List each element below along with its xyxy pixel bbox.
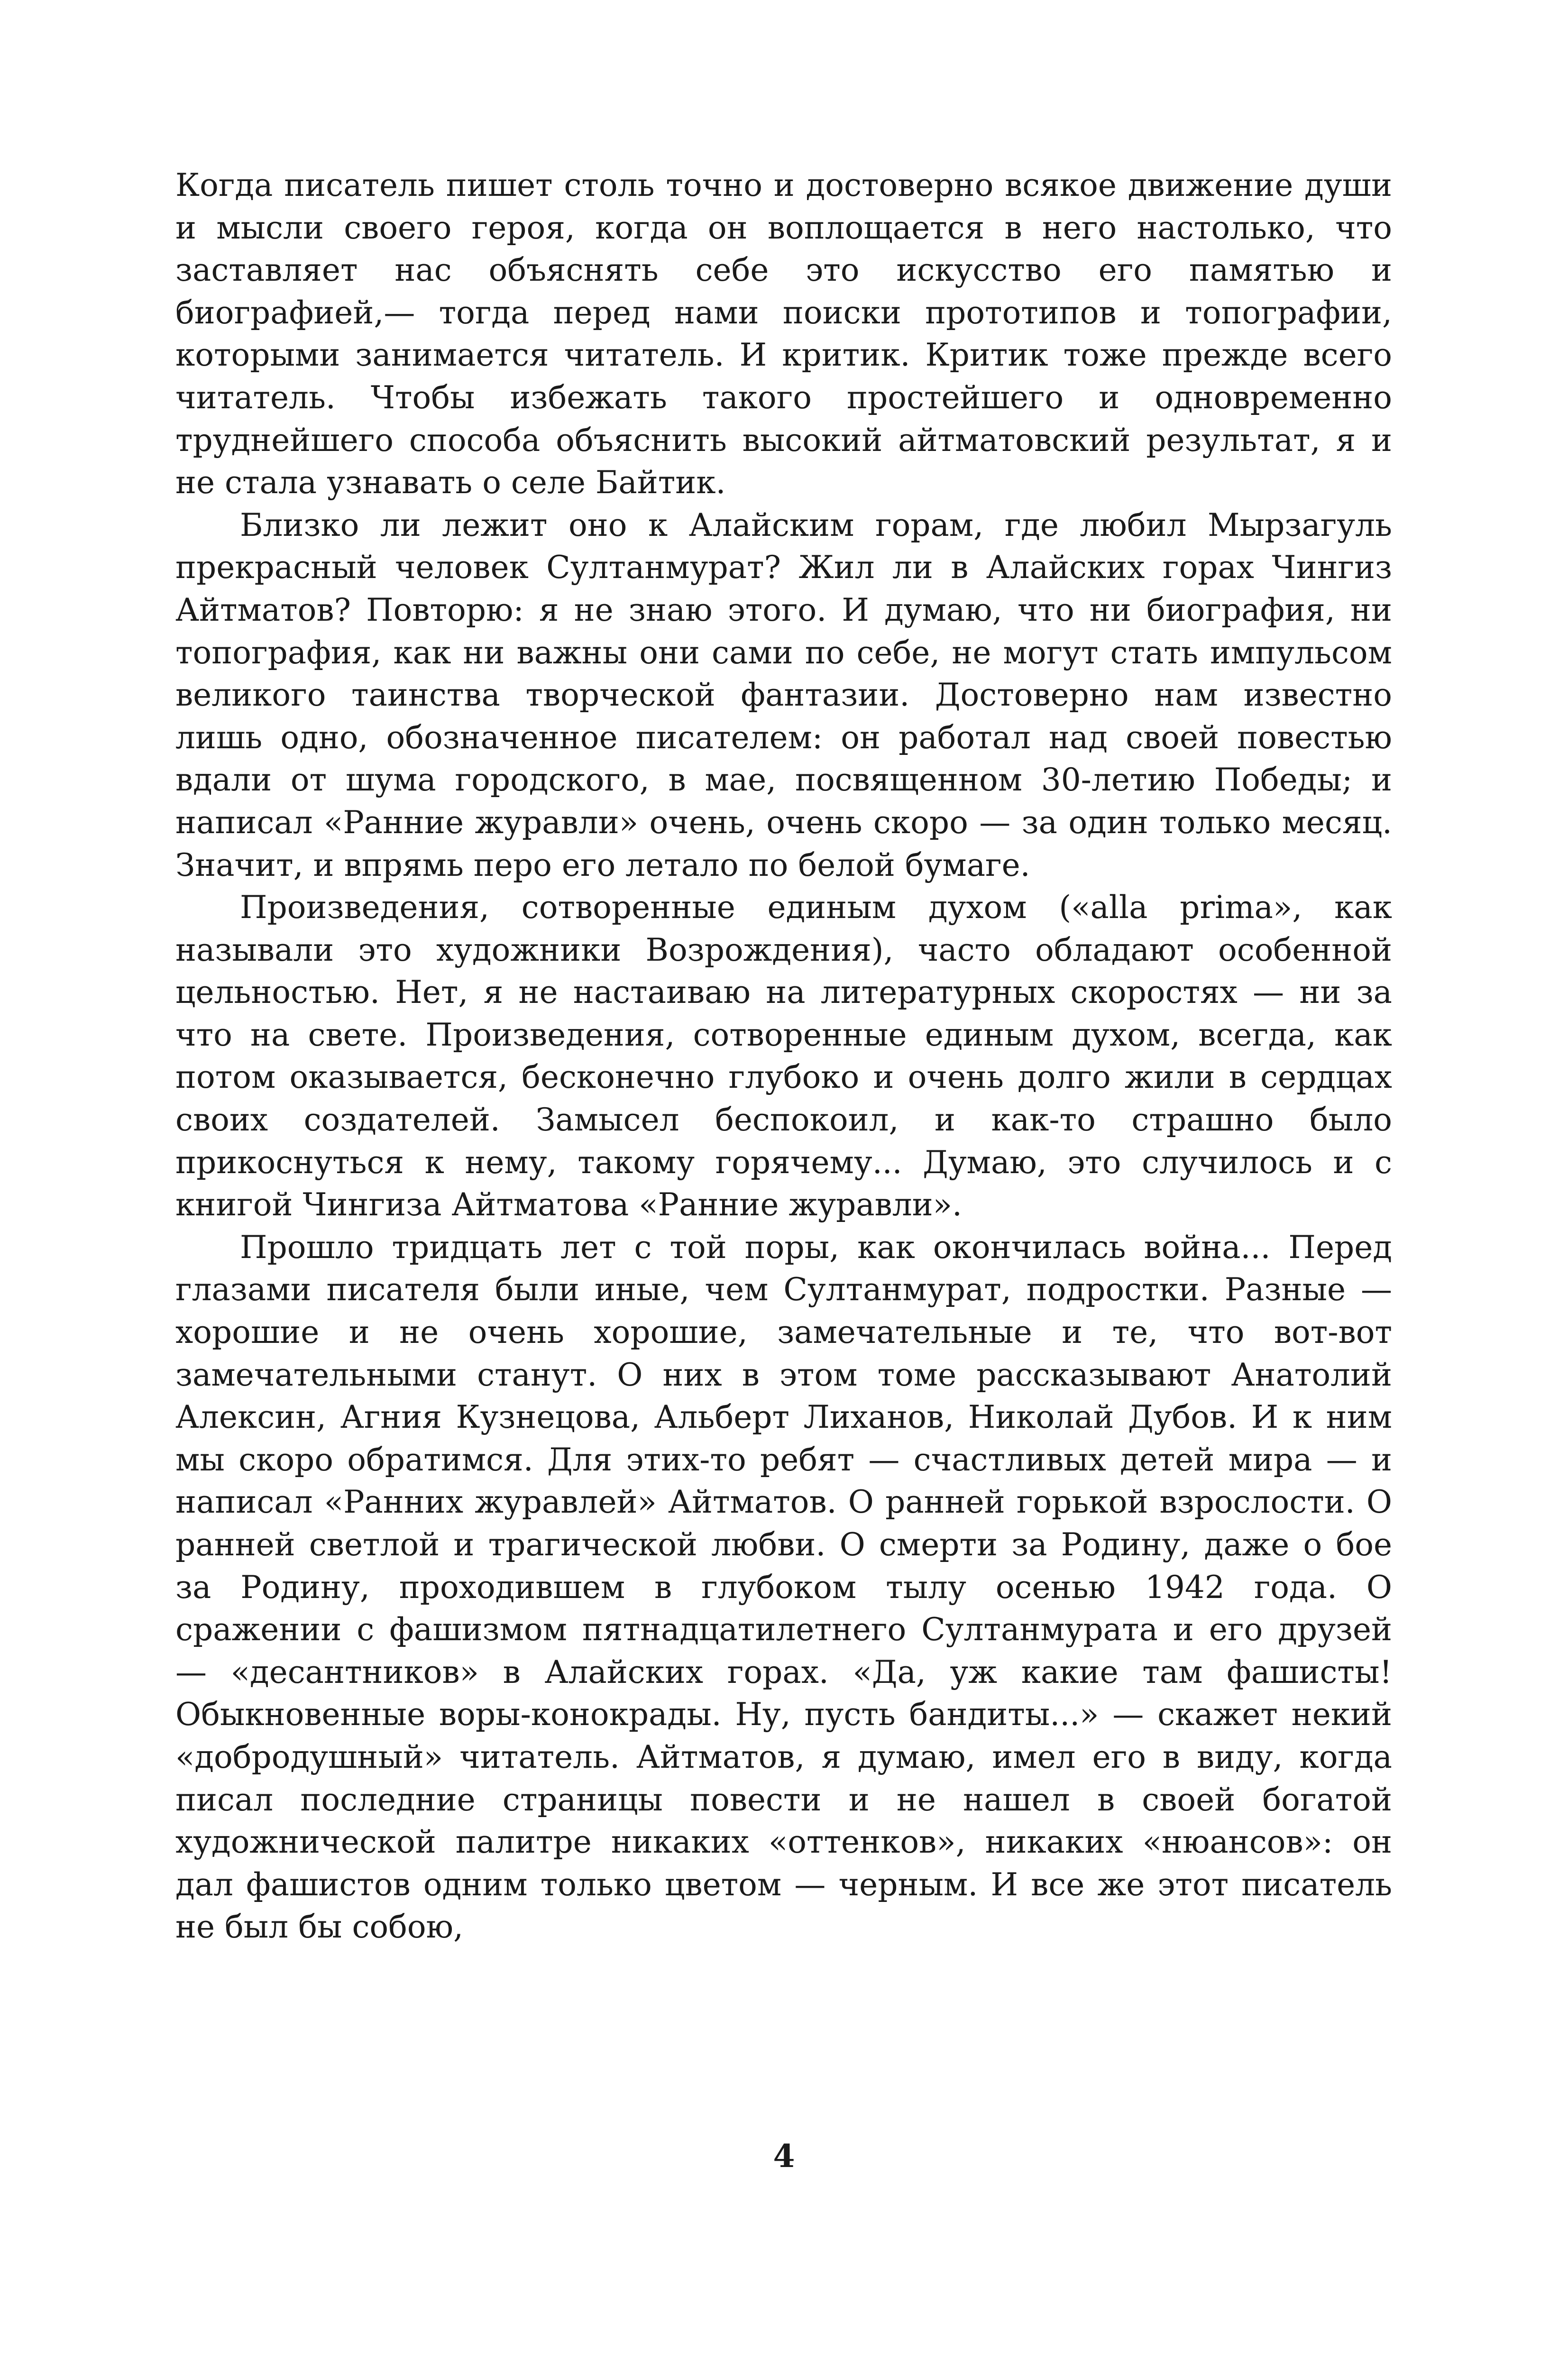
paragraph-3: Произведения, сотворенные единым духом («alla prima», как называли это художники Возрождения), часто обладают особенной цельностью. Нет, я не настаиваю на литературных скоростях — ни за что на свете. Произведения, сотворенные единым духом, всегда, как потом оказывается, бесконечно глубоко и очень долго жили в сердцах своих создателей. Замысел беспокоил, и как-то страшно было прикоснуться к нему, такому горячему... Думаю, это случилось и с книгой Чингиза Айтматова «Ранние журавли». [175, 889, 1392, 1223]
paragraph-4: Прошло тридцать лет с той поры, как окончилась война... Перед глазами писателя были иные, чем Султанмурат, подростки. Разные — хорошие и не очень хорошие, замечательные и те, что вот-вот замечательными станут. О них в этом томе рассказывают Анатолий Алексин, Агния Кузнецова, Альберт Лиханов, Николай Дубов. И к ним мы скоро обратимся. Для этих-то ребят — счастливых детей мира — и написал «Ранних журавлей» Айтматов. О ранней горькой взрослости. О ранней светлой и трагической любви. О смерти за Родину, даже о бое за Родину, проходившем в глубоком тылу осенью 1942 года. О сражении с фашизмом пятнадцатилетнего Султанмурата и его друзей — «десантников» в Алайских горах. «Да, уж какие там фашисты! Обыкновенные воры-конокрады. Ну, пусть бандиты...» — скажет некий «добродушный» читатель. Айтматов, я думаю, имел его в виду, когда писал последние страницы повести и не нашел в своей богатой художнической палитре никаких «оттенков», никаких «нюансов»: он дал фашистов одним только цветом — черным. И все же этот писатель не был бы собою, [175, 1229, 1392, 1946]
page-number: 4 [773, 2138, 795, 2175]
body-text [175, 164, 1392, 1948]
paragraph-1: Когда писатель пишет столь точно и достоверно всякое движение души и мысли своего героя, когда он воплощается в него настолько, что заставляет нас объяснять себе это искусство его памятью и биографией,— тогда перед нами поиски прототипов и топографии, которыми занимается читатель. И критик. Критик тоже прежде всего читатель. Чтобы избежать такого простейшего и одновременно труднейшего способа объяснить высокий айтматовский результат, я и не стала узнавать о селе Байтик. [175, 167, 1392, 501]
paragraph-2: Близко ли лежит оно к Алайским горам, где любил Мырзагуль прекрасный человек Султанмурат? Жил ли в Алайских горах Чингиз Айтматов? Повторю: я не знаю этого. И думаю, что ни биография, ни топография, как ни важны они сами по себе, не могут стать импульсом великого таинства творческой фантазии. Достоверно нам известно лишь одно, обозначенное писателем: он работал над своей повестью вдали от шума городского, в мае, посвященном 30-летию Победы; и написал «Ранние журавли» очень, очень скоро — за один только месяц. Значит, и впрямь перо его летало по белой бумаге. [175, 506, 1392, 883]
